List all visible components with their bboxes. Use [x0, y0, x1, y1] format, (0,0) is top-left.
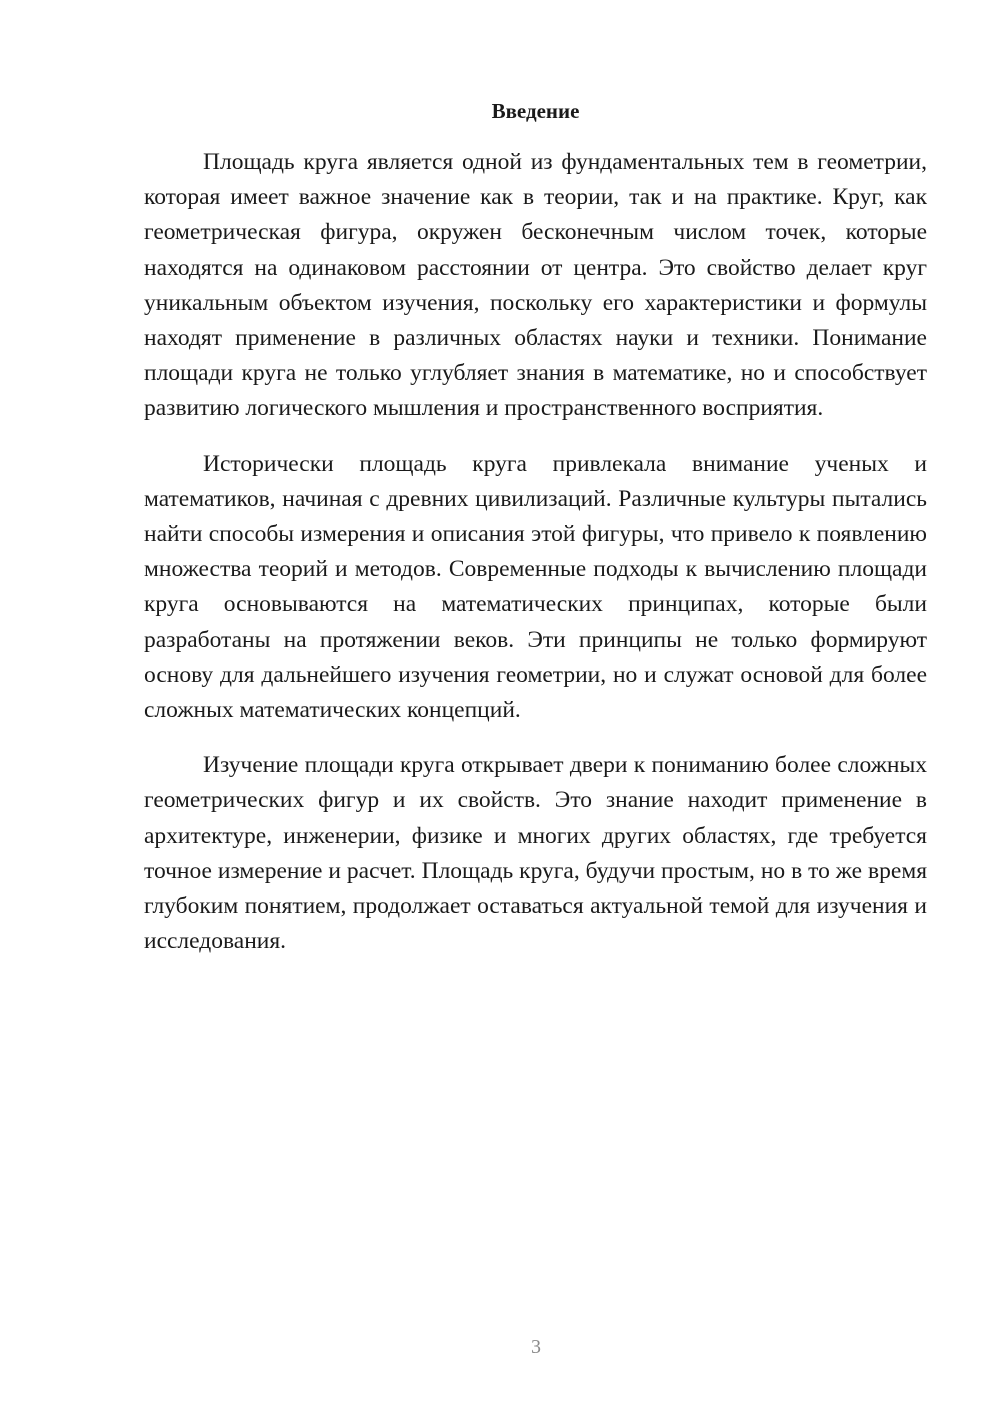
- paragraph-2: Исторически площадь круга привлекала внимание ученых и математиков, начиная с древних цивилизаций. Различные культуры пытались найти способы измерения и описания этой фигуры, что привело к появлению множества теорий и методов. Современные подходы к вычислению площади круга основываются на математических принципах, которые были разработаны на протяжении веков. Эти принципы не только формируют основу для дальнейшего изучения геометрии, но и служат основой для более сложных математических концепций.: [144, 450, 927, 724]
- body-text: [144, 145, 927, 979]
- page-number: 3: [531, 1336, 541, 1358]
- paragraph-3: Изучение площади круга открывает двери к пониманию более сложных геометрических фигур и их свойств. Это знание находит применение в архитектуре, инженерии, физике и многих других областях, где требуется точное измерение и расчет. Площадь круга, будучи простым, но в то же время глубоким понятием, продолжает оставаться актуальной темой для изучения и исследования.: [144, 752, 927, 955]
- paragraph-1: Площадь круга является одной из фундаментальных тем в геометрии, которая имеет важное значение как в теории, так и на практике. Круг, как геометрическая фигура, окружен бесконечным числом точек, которые находятся на одинаковом расстоянии от центра. Это свойство делает круг уникальным объектом изучения, поскольку его характеристики и формулы находят применение в различных областях науки и техники. Понимание площади круга не только углубляет знания в математике, но и способствует развитию логического мышления и пространственного восприятия.: [144, 149, 927, 422]
- section-heading: Введение: [491, 99, 580, 123]
